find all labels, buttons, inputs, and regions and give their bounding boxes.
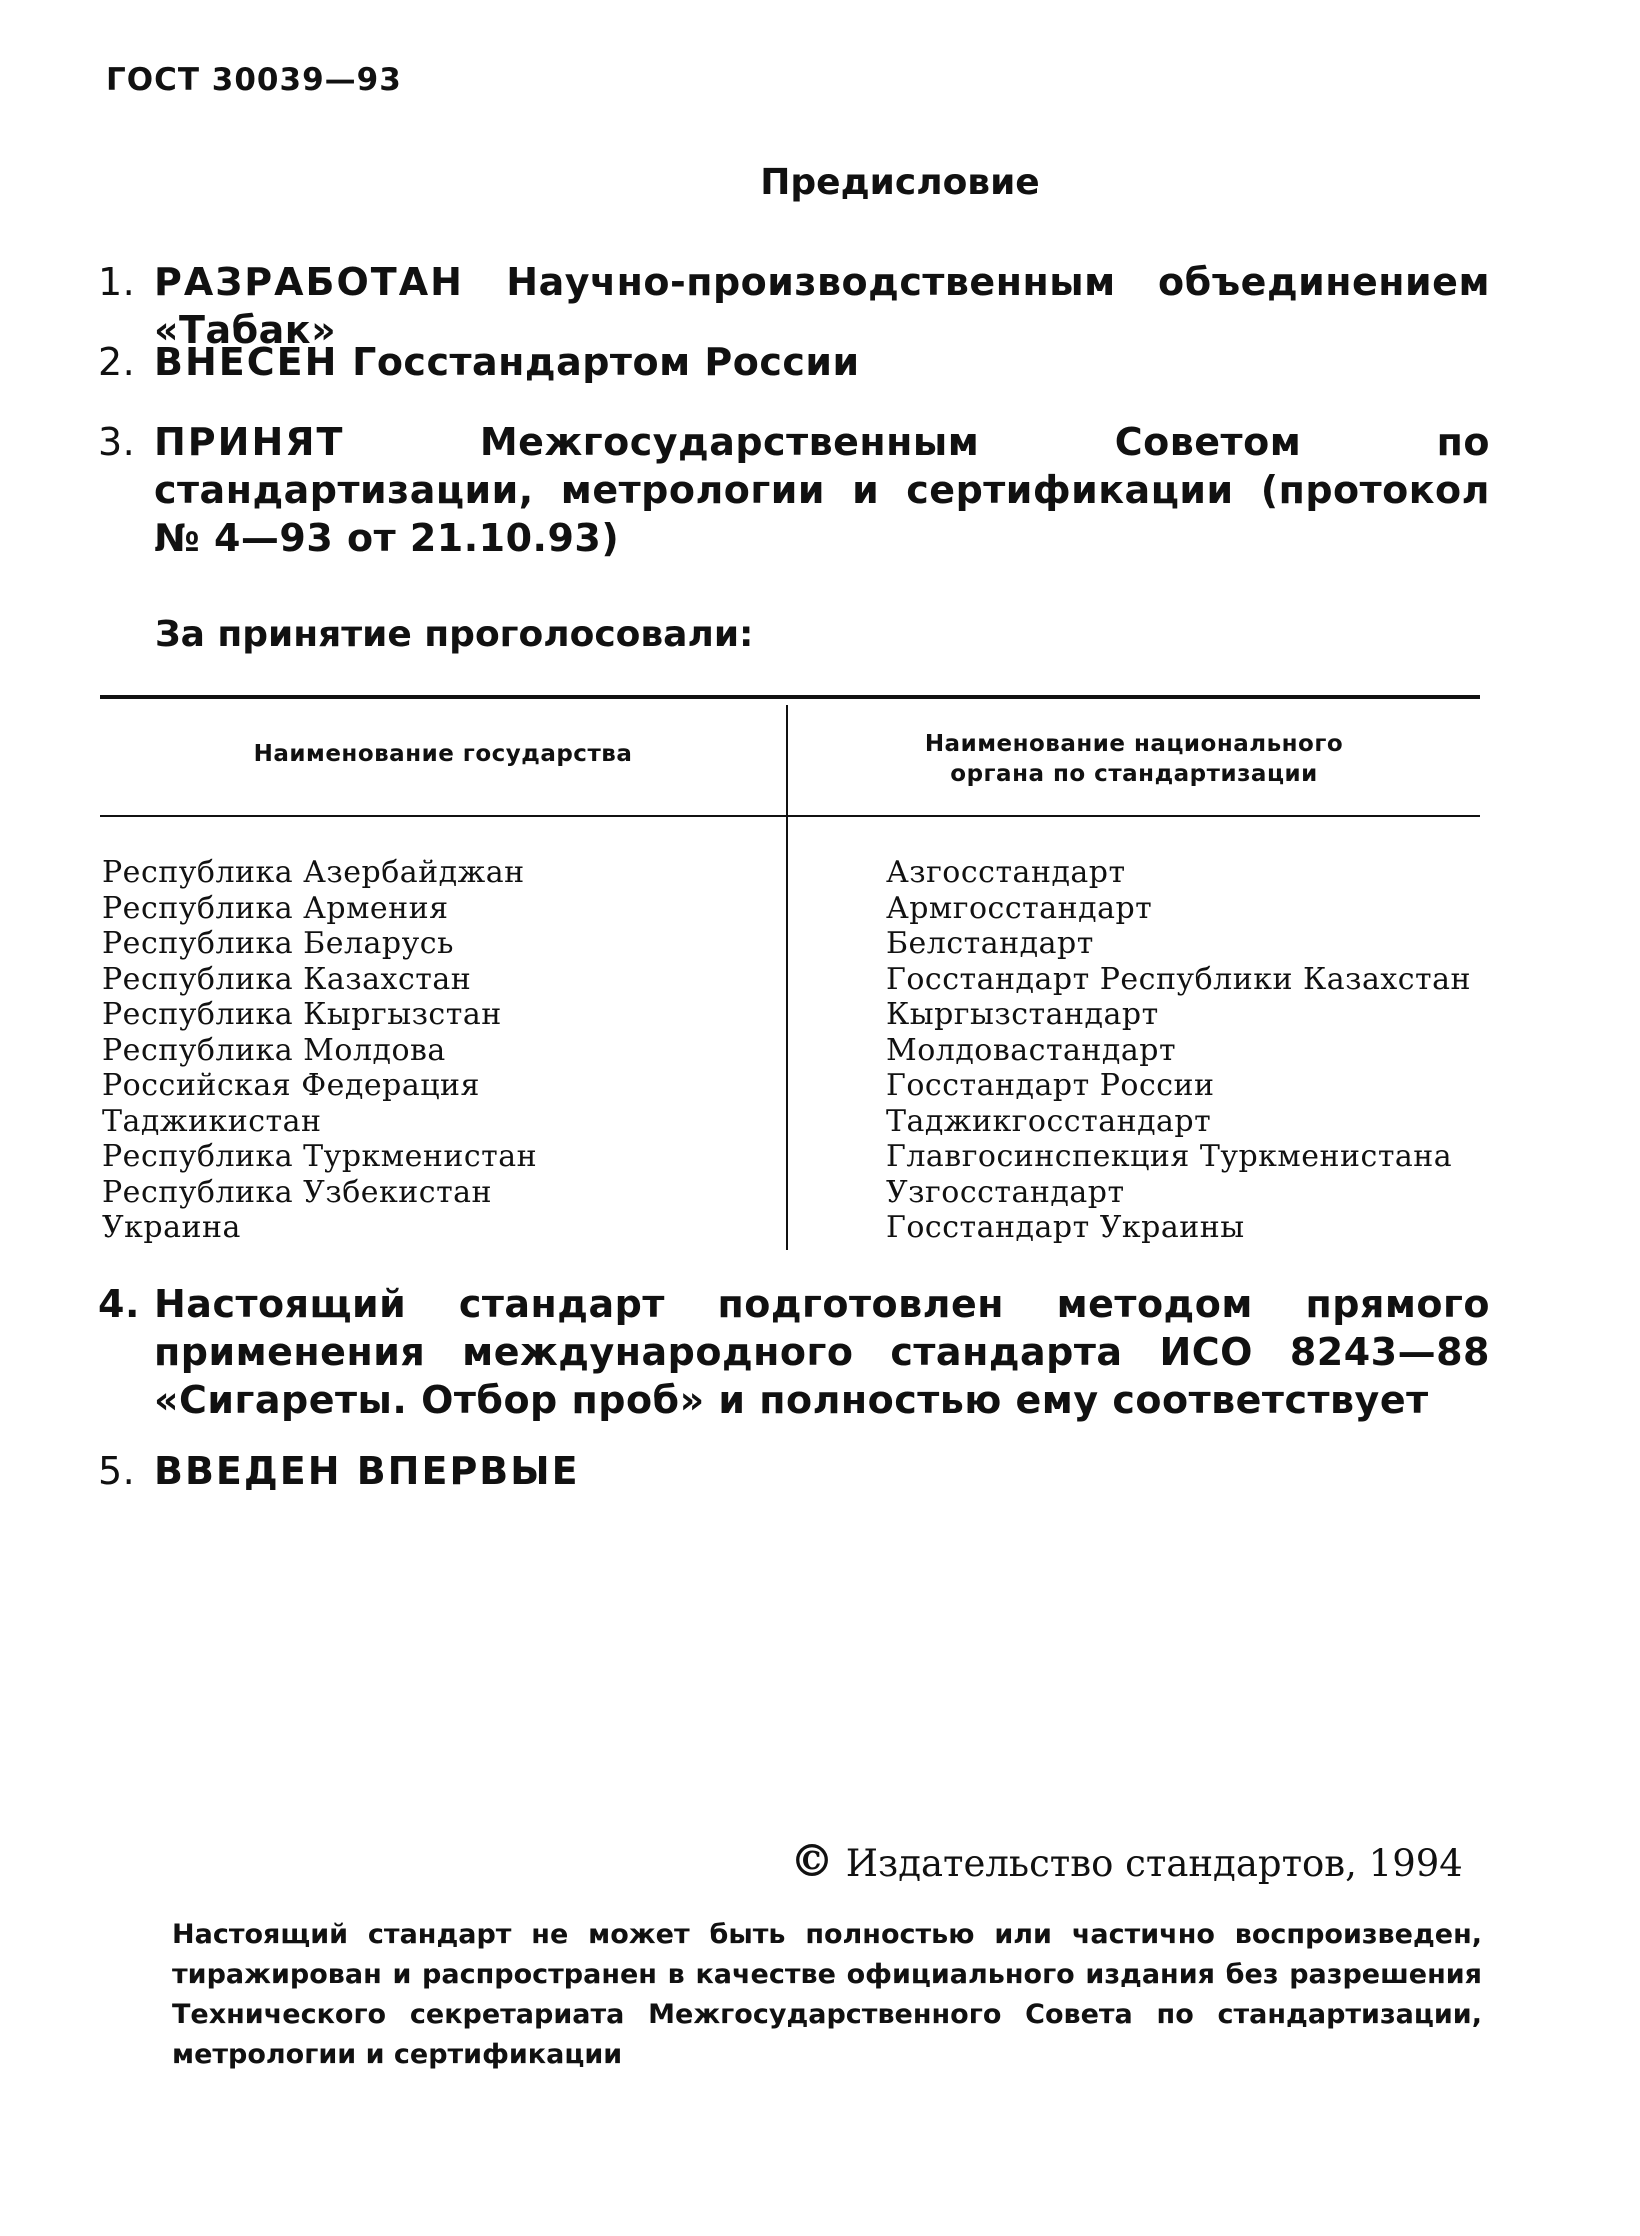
item-keyword: ВВЕДЕН ВПЕРВЫЕ <box>154 1449 580 1493</box>
item-text: Научно-производственным объединением «Табак» <box>154 260 1491 352</box>
item-number: 2. <box>98 340 136 384</box>
table-cell-state: Таджикистан <box>102 1103 322 1139</box>
table-cell-body: Молдовастандарт <box>886 1032 1177 1068</box>
item-keyword: РАЗРАБОТАН <box>154 260 464 304</box>
item-4 <box>98 1280 1490 1424</box>
table-cell-body: Узгосстандарт <box>886 1174 1125 1210</box>
copyright-icon: © <box>790 1836 834 1887</box>
item-keyword: ПРИНЯТ <box>154 420 345 464</box>
table-cell-body: Азгосстандарт <box>886 855 1126 890</box>
table-cell-body: Белстандарт <box>886 926 1094 961</box>
column-header-body-text: Наименование национального органа по стандартизации <box>924 731 1344 787</box>
document-code: ГОСТ 30039—93 <box>106 62 402 98</box>
table-cell-body: Кыргызстандарт <box>886 997 1159 1032</box>
table-cell-state: Республика Азербайджан <box>102 855 525 890</box>
item-number: 1. <box>98 260 136 304</box>
table-cell-body: Госстандарт России <box>886 1068 1215 1103</box>
table-cell-state: Украина <box>102 1210 241 1245</box>
standards-body-list <box>886 855 1471 1246</box>
table-cell-state: Республика Армения <box>102 890 449 926</box>
column-header-state: Наименование государства <box>253 741 633 767</box>
table-cell-state: Российская Федерация <box>102 1068 480 1103</box>
reproduction-notice: Настоящий стандарт не может быть полностью или частично воспроизведен, тиражирован и распространен в качестве официального издания без разрешения Технического секретариата Межгосударственного Совета по стандартизации, метрологии и сертификации <box>172 1919 1482 2070</box>
table-cell-body: Главгосинспекция Туркменистана <box>886 1139 1453 1174</box>
item-3 <box>98 418 1490 562</box>
item-text: Настоящий стандарт подготовлен методом прямого применения международного стандарта ИСО 8243—88 «Сигареты. Отбор проб» и полностью ему соответствует <box>154 1282 1490 1422</box>
table-cell-body: Госстандарт Республики Казахстан <box>886 961 1472 997</box>
item-text: Госстандартом России <box>352 340 860 384</box>
table-cell-state: Республика Беларусь <box>102 926 454 961</box>
table-cell-state: Республика Узбекистан <box>102 1174 493 1210</box>
copyright-line <box>790 1836 1463 1887</box>
state-list <box>102 855 537 1246</box>
item-2 <box>98 338 1490 386</box>
vote-table <box>100 695 1480 1255</box>
item-keyword: ВНЕСЕН <box>154 340 339 384</box>
item-5 <box>98 1447 1490 1495</box>
page-title: Предисловие <box>760 162 1040 203</box>
table-cell-state: Республика Кыргызстан <box>102 997 502 1032</box>
column-header-body <box>788 729 1480 789</box>
item-number: 3. <box>98 420 136 464</box>
table-cell-state: Республика Казахстан <box>102 961 472 997</box>
table-cell-body: Армгосстандарт <box>886 890 1153 926</box>
copyright-text: Издательство стандартов, 1994 <box>845 1842 1463 1885</box>
table-cell-state: Республика Молдова <box>102 1032 446 1068</box>
table-header-rule <box>100 815 1480 817</box>
table-cell-body: Таджикгосстандарт <box>886 1103 1212 1139</box>
table-cell-state: Республика Туркменистан <box>102 1139 538 1174</box>
item-number: 4. <box>98 1282 140 1326</box>
item-text: Межгосударственным Советом по стандартизации, метрологии и сертификации (протокол № 4—93 от 21.10.93) <box>154 420 1491 560</box>
table-top-rule <box>100 695 1480 699</box>
vote-heading: За принятие проголосовали: <box>155 614 754 655</box>
item-number: 5. <box>98 1449 136 1493</box>
table-cell-body: Госстандарт Украины <box>886 1210 1245 1245</box>
